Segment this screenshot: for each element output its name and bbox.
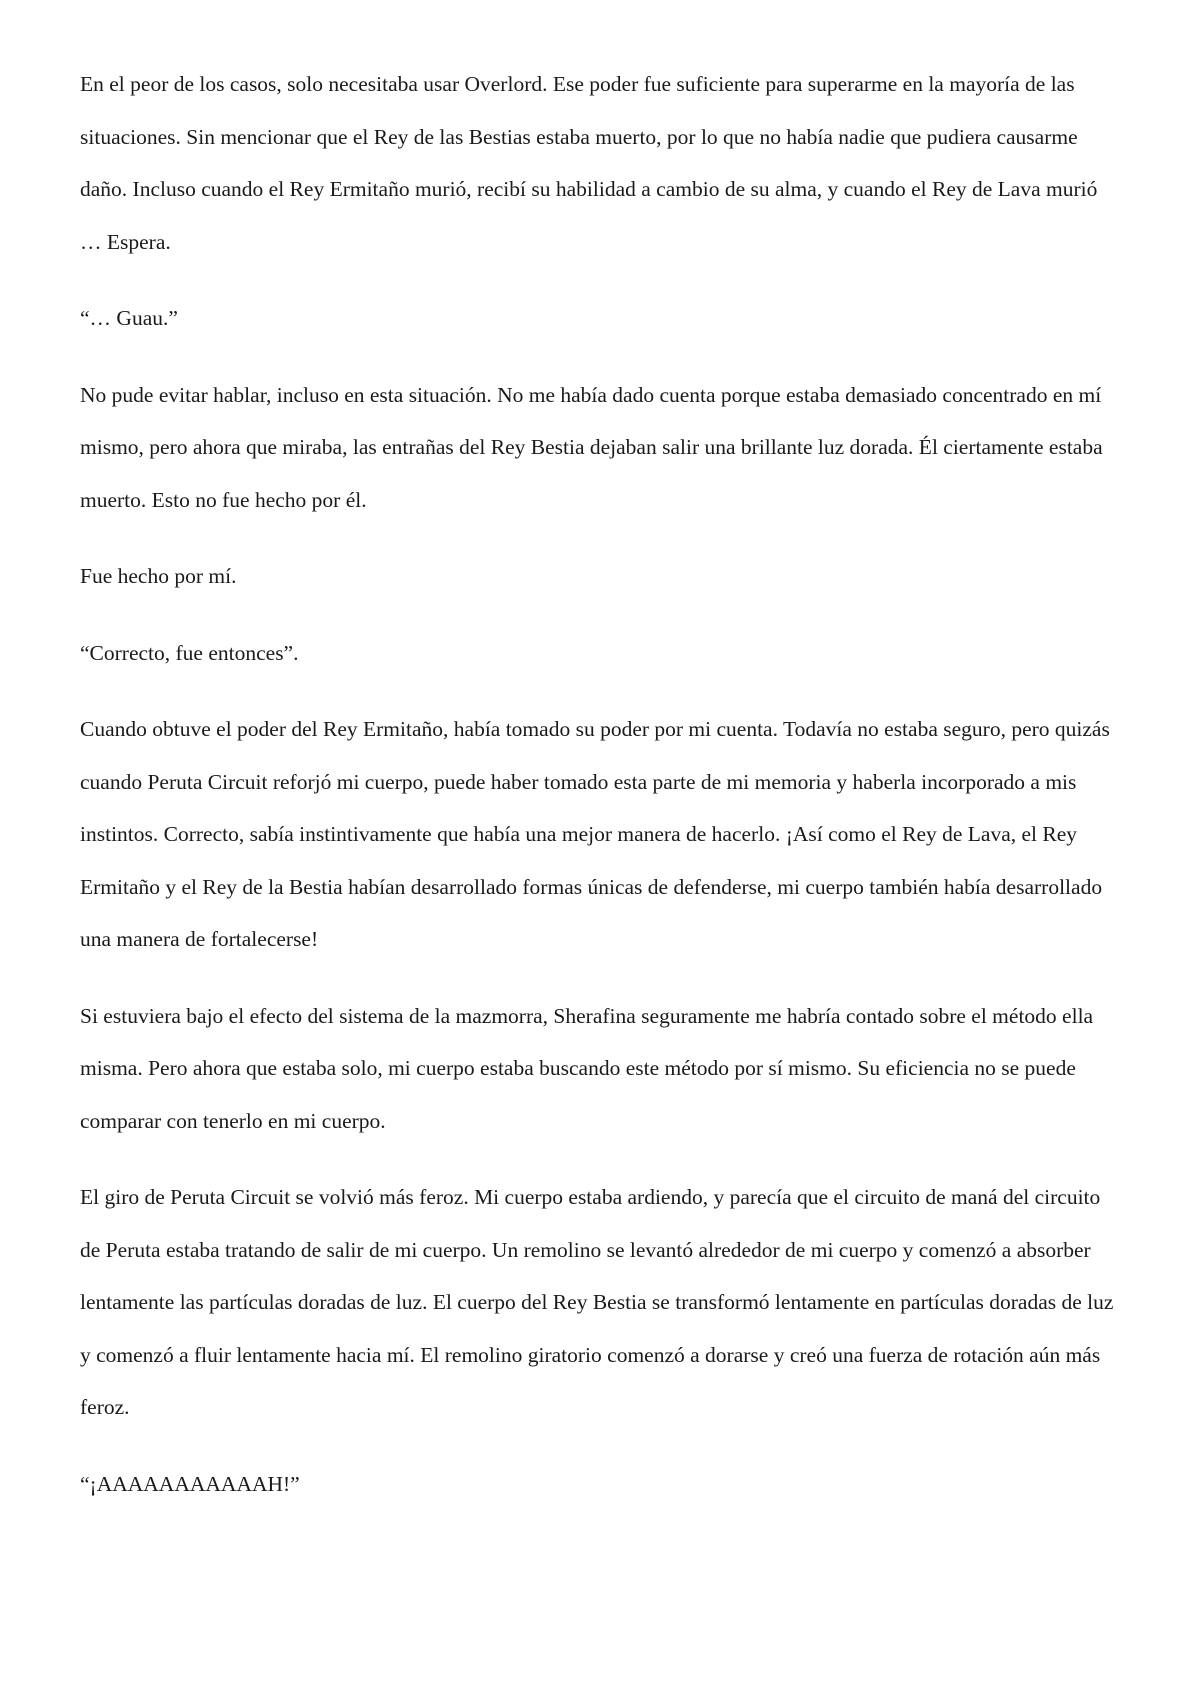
dialogue-line: “¡AAAAAAAAAAAH!” (80, 1471, 300, 1496)
paragraph: No pude evitar hablar, incluso en esta situación. No me había dado cuenta porque estaba demasiado concentrado en mí mismo, pero ahora que miraba, las entrañas del Rey Bestia dejaban salir una brillante luz dorada. Él ciertamente estaba muerto. Esto no fue hecho por él. (80, 382, 1103, 512)
document-body (80, 58, 1120, 1534)
dialogue-line: “… Guau.” (80, 306, 178, 330)
paragraph: Si estuviera bajo el efecto del sistema de la mazmorra, Sherafina seguramente me habría contado sobre el método ella misma. Pero ahora que estaba solo, mi cuerpo estaba buscando este método por sí mismo. Su eficiencia no se puede comparar con tenerlo en mi cuerpo. (80, 1003, 1094, 1133)
paragraph: El giro de Peruta Circuit se volvió más feroz. Mi cuerpo estaba ardiendo, y parecía que el circuito de maná del circuito de Peruta estaba tratando de salir de mi cuerpo. Un remolino se levantó alrededor de mi cuerpo y comenzó a absorber lentamente las partículas doradas de luz. El cuerpo del Rey Bestia se transformó lentamente en partículas doradas de luz y comenzó a fluir lentamente hacia mí. El remolino giratorio comenzó a dorarse y creó una fuerza de rotación aún más feroz. (80, 1185, 1114, 1419)
dialogue-line: “Correcto, fue entonces”. (80, 640, 299, 665)
paragraph: Fue hecho por mí. (80, 564, 237, 588)
paragraph: Cuando obtuve el poder del Rey Ermitaño, había tomado su poder por mi cuenta. Todavía no estaba seguro, pero quizás cuando Peruta Circuit reforjó mi cuerpo, puede haber tomado esta parte de mi memoria y haberla incorporado a mis instintos. Correcto, sabía instintivamente que había una mejor manera de hacerlo. ¡Así como el Rey de Lava, el Rey Ermitaño y el Rey de la Bestia habían desarrollado formas únicas de defenderse, mi cuerpo también había desarrollado una manera de fortalecerse! (80, 717, 1110, 951)
paragraph: En el peor de los casos, solo necesitaba usar Overlord. Ese poder fue suficiente para superarme en la mayoría de las situaciones. Sin mencionar que el Rey de las Bestias estaba muerto, por lo que no había nadie que pudiera causarme daño. Incluso cuando el Rey Ermitaño murió, recibí su habilidad a cambio de su alma, y cuando el Rey de Lava murió … Espera. (80, 72, 1098, 254)
